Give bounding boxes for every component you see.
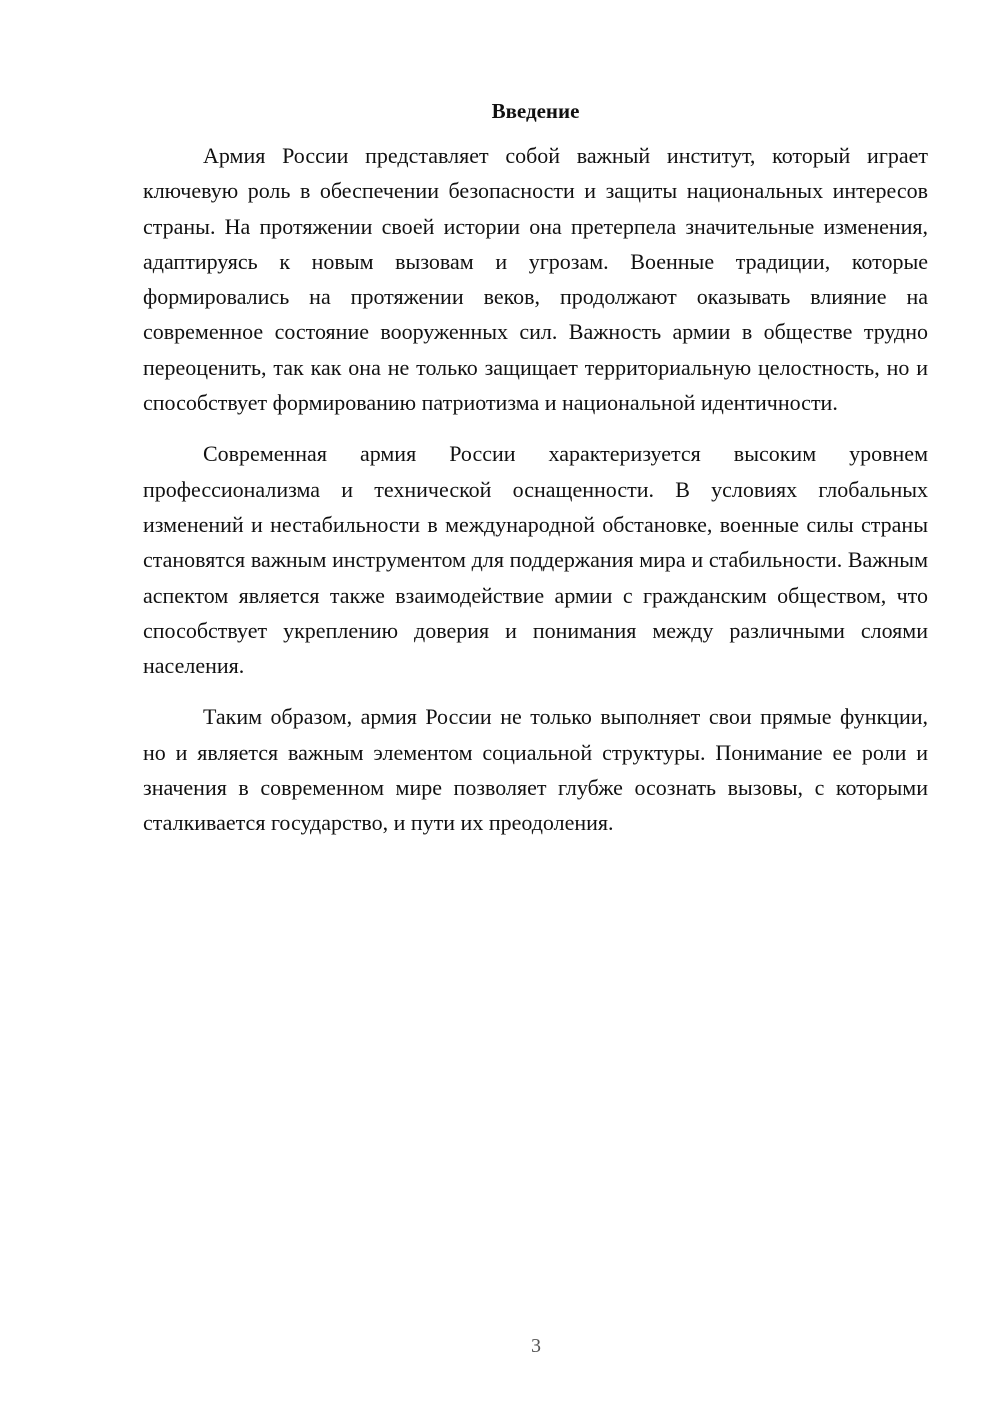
- paragraph-3: Таким образом, армия России не только выполняет свои прямые функции, но и является важным элементом социальной структуры. Понимание ее роли и значения в современном мире позволяет глубже осознать вызовы, с которыми сталкивается государство, и пути их преодоления.: [143, 704, 928, 836]
- paragraph-2: Современная армия России характеризуется высоким уровнем профессионализма и технической оснащенности. В условиях глобальных изменений и нестабильности в международной обстановке, военные силы страны становятся важным инструментом для поддержания мира и стабильности. Важным аспектом является также взаимодействие армии с гражданским обществом, что способствует укреплению доверия и понимания между различными слоями населения.: [143, 441, 928, 679]
- paragraph-1: Армия России представляет собой важный институт, который играет ключевую роль в обеспечении безопасности и защиты национальных интересов страны. На протяжении своей истории она претерпела значительные изменения, адаптируясь к новым вызовам и угрозам. Военные традиции, которые формировались на протяжении веков, продолжают оказывать влияние на современное состояние вооруженных сил. Важность армии в обществе трудно переоценить, так как она не только защищает территориальную целостность, но и способствует формированию патриотизма и национальной идентичности.: [143, 143, 928, 416]
- page-content: [143, 96, 928, 857]
- page-number: 3: [531, 1335, 541, 1357]
- section-heading: Введение: [491, 99, 580, 123]
